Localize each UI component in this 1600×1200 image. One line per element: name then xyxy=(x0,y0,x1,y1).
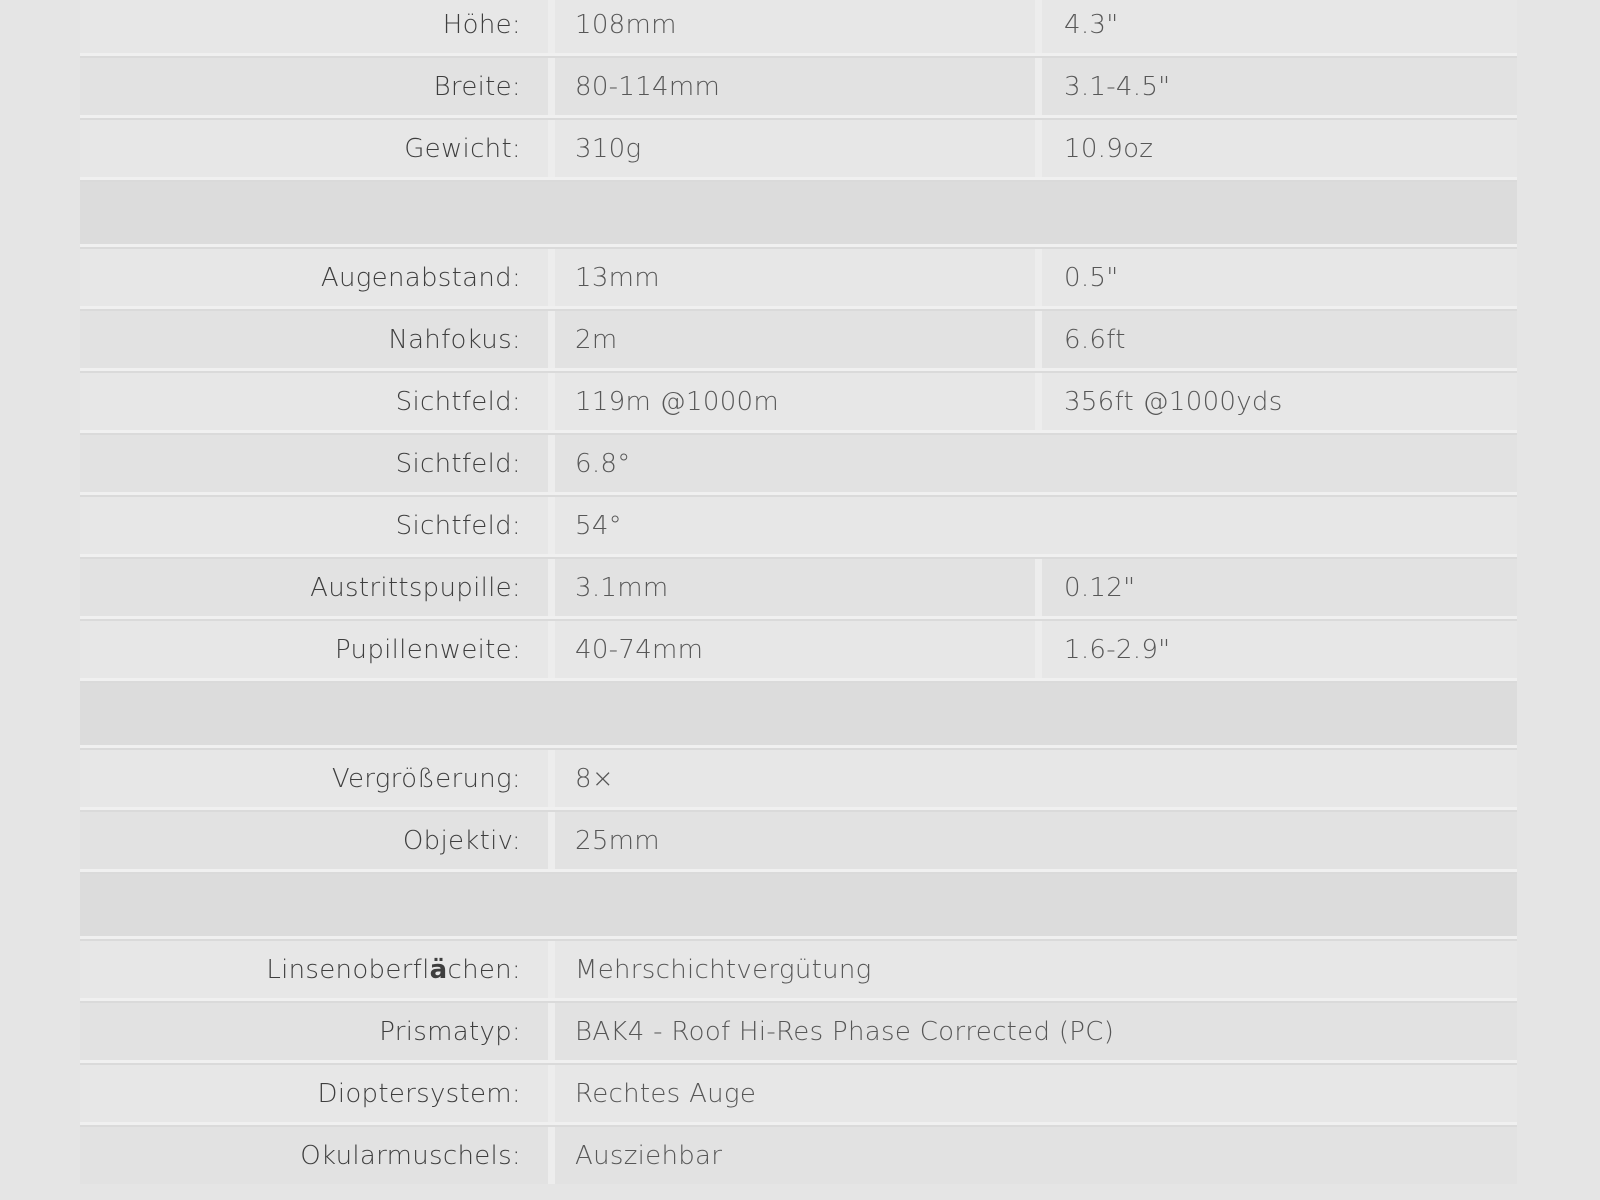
spec-value-imperial: 356ft @1000yds xyxy=(1042,373,1517,430)
table-row xyxy=(80,373,1517,430)
section-separator xyxy=(80,874,1517,936)
table-row xyxy=(80,58,1517,115)
spec-value-imperial: 3.1-4.5" xyxy=(1042,58,1517,115)
table-row xyxy=(80,120,1517,177)
table-row xyxy=(80,435,1517,492)
spec-label: Sichtfeld: xyxy=(80,373,548,430)
spec-value-metric: Mehrschichtvergütung xyxy=(555,941,1517,998)
spec-value-metric: 13mm xyxy=(555,249,1035,306)
spec-label: Okularmuschels: xyxy=(80,1127,548,1184)
label-part: chen: xyxy=(447,954,521,985)
spec-value-metric: 119m @1000m xyxy=(555,373,1035,430)
spec-label: Nahfokus: xyxy=(80,311,548,368)
spec-label xyxy=(80,941,548,998)
spec-table xyxy=(80,0,1517,1184)
spec-value-metric: Rechtes Auge xyxy=(555,1065,1517,1122)
table-row xyxy=(80,1127,1517,1184)
spec-value-metric: 54° xyxy=(555,497,1517,554)
spec-value-metric: 80-114mm xyxy=(555,58,1035,115)
spec-value-metric: 310g xyxy=(555,120,1035,177)
table-row xyxy=(80,0,1517,53)
spec-value-imperial: 4.3" xyxy=(1042,0,1517,53)
table-row xyxy=(80,1003,1517,1060)
spec-value-imperial: 0.5" xyxy=(1042,249,1517,306)
section-separator xyxy=(80,182,1517,244)
spec-value-metric: 3.1mm xyxy=(555,559,1035,616)
spec-label: Sichtfeld: xyxy=(80,497,548,554)
spec-value-metric: 8× xyxy=(555,750,1517,807)
spec-value-imperial: 6.6ft xyxy=(1042,311,1517,368)
spec-label: Augenabstand: xyxy=(80,249,548,306)
spec-value-imperial: 1.6-2.9" xyxy=(1042,621,1517,678)
spec-value-metric: 2m xyxy=(555,311,1035,368)
table-row xyxy=(80,497,1517,554)
spec-label: Gewicht: xyxy=(80,120,548,177)
spec-value-metric: 25mm xyxy=(555,812,1517,869)
table-row xyxy=(80,750,1517,807)
label-bold-char: ä xyxy=(429,954,448,985)
table-row xyxy=(80,559,1517,616)
spec-value-metric: 108mm xyxy=(555,0,1035,53)
spec-label: Dioptersystem: xyxy=(80,1065,548,1122)
table-row xyxy=(80,941,1517,998)
spec-value-imperial: 10.9oz xyxy=(1042,120,1517,177)
spec-label: Breite: xyxy=(80,58,548,115)
spec-label: Prismatyp: xyxy=(80,1003,548,1060)
label-part: Linsenoberfl xyxy=(266,954,430,985)
spec-value-metric: 6.8° xyxy=(555,435,1517,492)
section-separator xyxy=(80,683,1517,745)
table-row xyxy=(80,621,1517,678)
spec-label: Austrittspupille: xyxy=(80,559,548,616)
table-row xyxy=(80,249,1517,306)
table-row xyxy=(80,1065,1517,1122)
spec-value-metric: Ausziehbar xyxy=(555,1127,1517,1184)
table-row xyxy=(80,812,1517,869)
table-row xyxy=(80,311,1517,368)
spec-label: Objektiv: xyxy=(80,812,548,869)
spec-label: Sichtfeld: xyxy=(80,435,548,492)
spec-value-metric: 40-74mm xyxy=(555,621,1035,678)
spec-label: Höhe: xyxy=(80,0,548,53)
spec-label: Vergrößerung: xyxy=(80,750,548,807)
spec-label: Pupillenweite: xyxy=(80,621,548,678)
spec-value-imperial: 0.12" xyxy=(1042,559,1517,616)
spec-value-metric: BAK4 - Roof Hi-Res Phase Corrected (PC) xyxy=(555,1003,1517,1060)
